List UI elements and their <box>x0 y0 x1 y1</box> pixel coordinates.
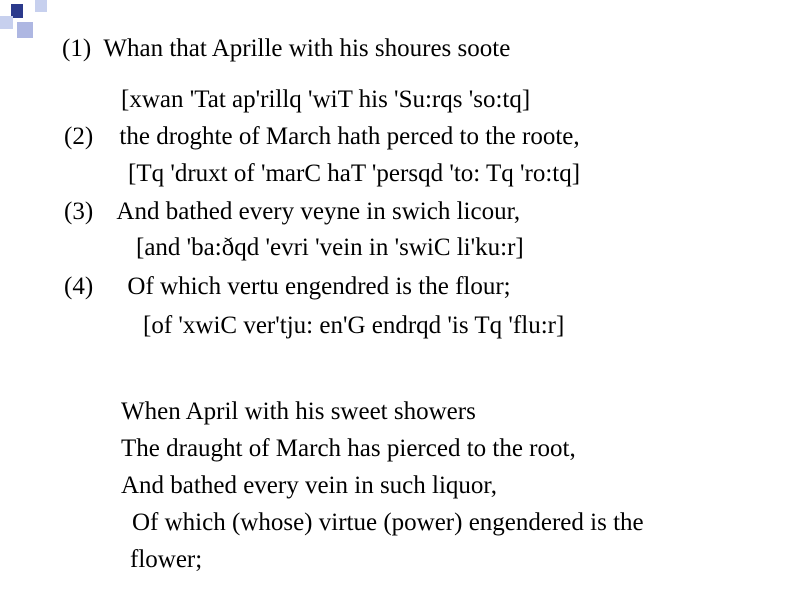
verse-4-line <box>64 272 511 302</box>
verse-3-number: (3) <box>64 198 94 225</box>
translation-line-1: When April with his sweet showers <box>121 398 476 425</box>
verse-2-middle-english: the droghte of March hath perced to the roote, <box>119 123 580 150</box>
translation-line-3: And bathed every vein in such liquor, <box>121 472 497 499</box>
verse-4-middle-english: Of which vertu engendred is the flour; <box>127 273 511 300</box>
verse-3-middle-english: And bathed every veyne in swich licour, <box>116 198 521 225</box>
verse-1-middle-english: Whan that Aprille with his shoures soote <box>103 35 511 62</box>
corner-square-small <box>35 0 47 12</box>
verse-2-transcription: [Tq 'druxt of 'marC haT 'persqd 'to: Tq 'ro:tq] <box>128 160 581 187</box>
corner-square-medium <box>17 22 33 38</box>
verse-1-number: (1) <box>62 35 92 62</box>
translation-line-5: flower; <box>130 546 203 573</box>
translation-line-4: Of which (whose) virtue (power) engendered is the <box>132 509 644 536</box>
verse-3-transcription: [and 'ba:ðqd 'evri 'vein in 'swiC li'ku:r] <box>136 234 524 261</box>
verse-2-number: (2) <box>64 123 94 150</box>
verse-2-line <box>64 122 580 152</box>
verse-4-number: (4) <box>64 273 94 300</box>
corner-square-light <box>0 16 13 29</box>
verse-1-line <box>62 34 510 64</box>
translation-line-2: The draught of March has pierced to the root, <box>121 435 576 462</box>
verse-1-transcription: [xwan 'Tat ap'rillq 'wiT his 'Su:rqs 'so:tq] <box>121 86 531 113</box>
verse-3-line <box>64 197 520 227</box>
verse-4-transcription: [of 'xwiC ver'tju: en'G endrqd 'is Tq 'flu:r] <box>143 312 565 339</box>
